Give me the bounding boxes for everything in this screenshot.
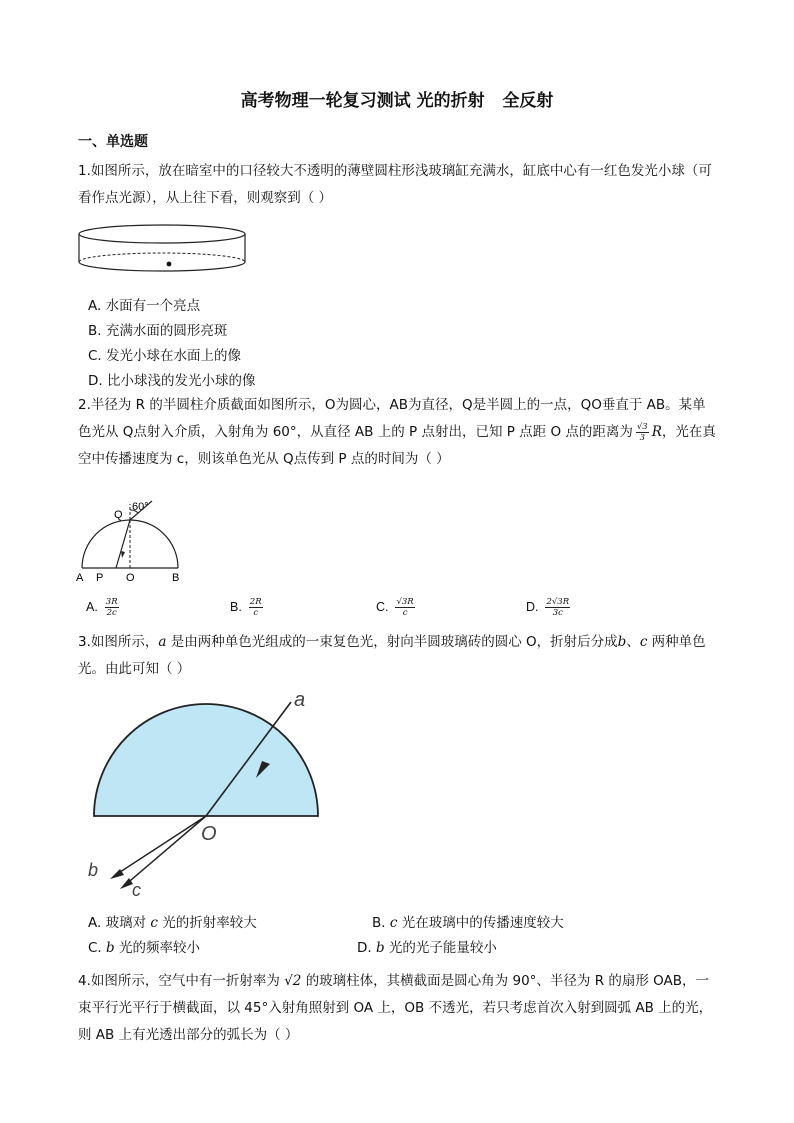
q4-line1: 4.如图所示，空气中有一折射率为 √2 的玻璃柱体，其横截面是圆心角为 90°、半径为 R 的扇形 OAB，一 xyxy=(78,973,710,989)
q3-figure-glass xyxy=(80,686,330,898)
point-q-label: Q xyxy=(114,509,123,521)
q2-figure-semicircle xyxy=(72,496,190,586)
q1-text xyxy=(78,158,718,212)
sqrt2: √2 xyxy=(284,973,302,989)
section-heading: 一、单选题 xyxy=(78,134,148,150)
distance-variable: R xyxy=(651,424,662,440)
q1-option-b: B. 充满水面的圆形亮斑 xyxy=(88,323,228,339)
q2-option-b: B. $\frac{2R}{c}$ xyxy=(230,597,262,618)
q1-figure-cylinder xyxy=(76,222,250,278)
var-a: a xyxy=(158,634,167,650)
q2-line2-start: 色光从 Q点射入介质，入射角为 60°，从直径 AB 上的 P 点射出，已知 P 点距 O 点的距离为 xyxy=(78,424,633,440)
q3-option-d: D. b 光的光子能量较小 xyxy=(357,940,497,956)
q4-text xyxy=(78,968,718,1049)
semicircle-glass xyxy=(94,704,318,816)
ray-c xyxy=(124,816,206,886)
q3-line2: 光。由此可知（ ） xyxy=(78,661,191,677)
q3-option-a: A. 玻璃对 c 光的折射率较大 xyxy=(88,915,257,931)
label-c: c xyxy=(132,880,141,898)
q2-line2 xyxy=(78,419,718,446)
point-a-label: A xyxy=(76,572,84,584)
q3-line1: 3.如图所示，a 是由两种单色光组成的一束复色光，射向半圆玻璃砖的圆心 O，折射后分成b、c 两种单色 xyxy=(78,634,706,650)
q1-line2: 看作点光源），从上往下看，则观察到（ ） xyxy=(78,190,333,206)
label-a: a xyxy=(294,689,306,711)
q2-text xyxy=(78,392,718,473)
ray-arrow xyxy=(121,551,125,558)
angle-label: 60° xyxy=(132,501,149,513)
cylinder-bottom-back xyxy=(79,253,245,262)
q2-line3: 空中传播速度为 c，则该单色光从 Q点传到 P 点的时间为（ ） xyxy=(78,451,450,467)
q4-line2: 束平行光平行于横截面，以 45°入射角照射到 OA 上，OB 不透光，若只考虑首次入射到圆弧 AB 上的光， xyxy=(78,1000,713,1016)
refracted-ray xyxy=(116,520,130,568)
var-b: b xyxy=(617,634,627,650)
point-p-label: P xyxy=(96,572,104,584)
point-b-label: B xyxy=(172,572,180,584)
label-o: O xyxy=(201,823,217,845)
ray-b xyxy=(114,816,206,876)
point-o-label: O xyxy=(126,572,135,584)
q2-option-c: C. $\frac{√3R}{c}$ xyxy=(376,597,414,618)
page-title: 高考物理一轮复习测试 光的折射 全反射 xyxy=(240,91,554,111)
distance-denominator: 3 xyxy=(639,432,645,443)
cylinder-bottom-front xyxy=(79,262,245,271)
q3-option-b: B. c 光在玻璃中的传播速度较大 xyxy=(372,915,564,931)
q2-distance-fraction xyxy=(636,422,649,443)
cylinder-top-rim xyxy=(79,225,245,243)
q1-option-a: A. 水面有一个亮点 xyxy=(88,298,201,314)
distance-numerator: √3 xyxy=(636,421,648,432)
var-c: c xyxy=(639,634,648,650)
q1-option-d: D. 比小球浅的发光小球的像 xyxy=(88,373,256,389)
q2-option-d: D. $\frac{2√3R}{3c}$ xyxy=(526,597,570,618)
q3-option-c: C. b 光的频率较小 xyxy=(88,940,200,956)
q1-line1: 1.如图所示，放在暗室中的口径较大不透明的薄壁圆柱形浅玻璃缸充满水，缸底中心有一红色发光小球（可 xyxy=(78,163,712,179)
q2-option-a: A. $\frac{3R}{2c}$ xyxy=(86,597,118,618)
q2-line1: 2.半径为 R 的半圆柱介质截面如图所示，O为圆心，AB为直径，Q是半圆上的一点，QO垂直于 AB。某单 xyxy=(78,397,706,413)
q1-option-c: C. 发光小球在水面上的像 xyxy=(88,348,242,364)
label-b: b xyxy=(88,860,99,880)
q2-line2-end: ，光在真 xyxy=(661,424,716,440)
light-ball xyxy=(167,262,172,267)
q3-text xyxy=(78,629,718,683)
q4-line3: 则 AB 上有光透出部分的弧长为（ ） xyxy=(78,1027,299,1043)
